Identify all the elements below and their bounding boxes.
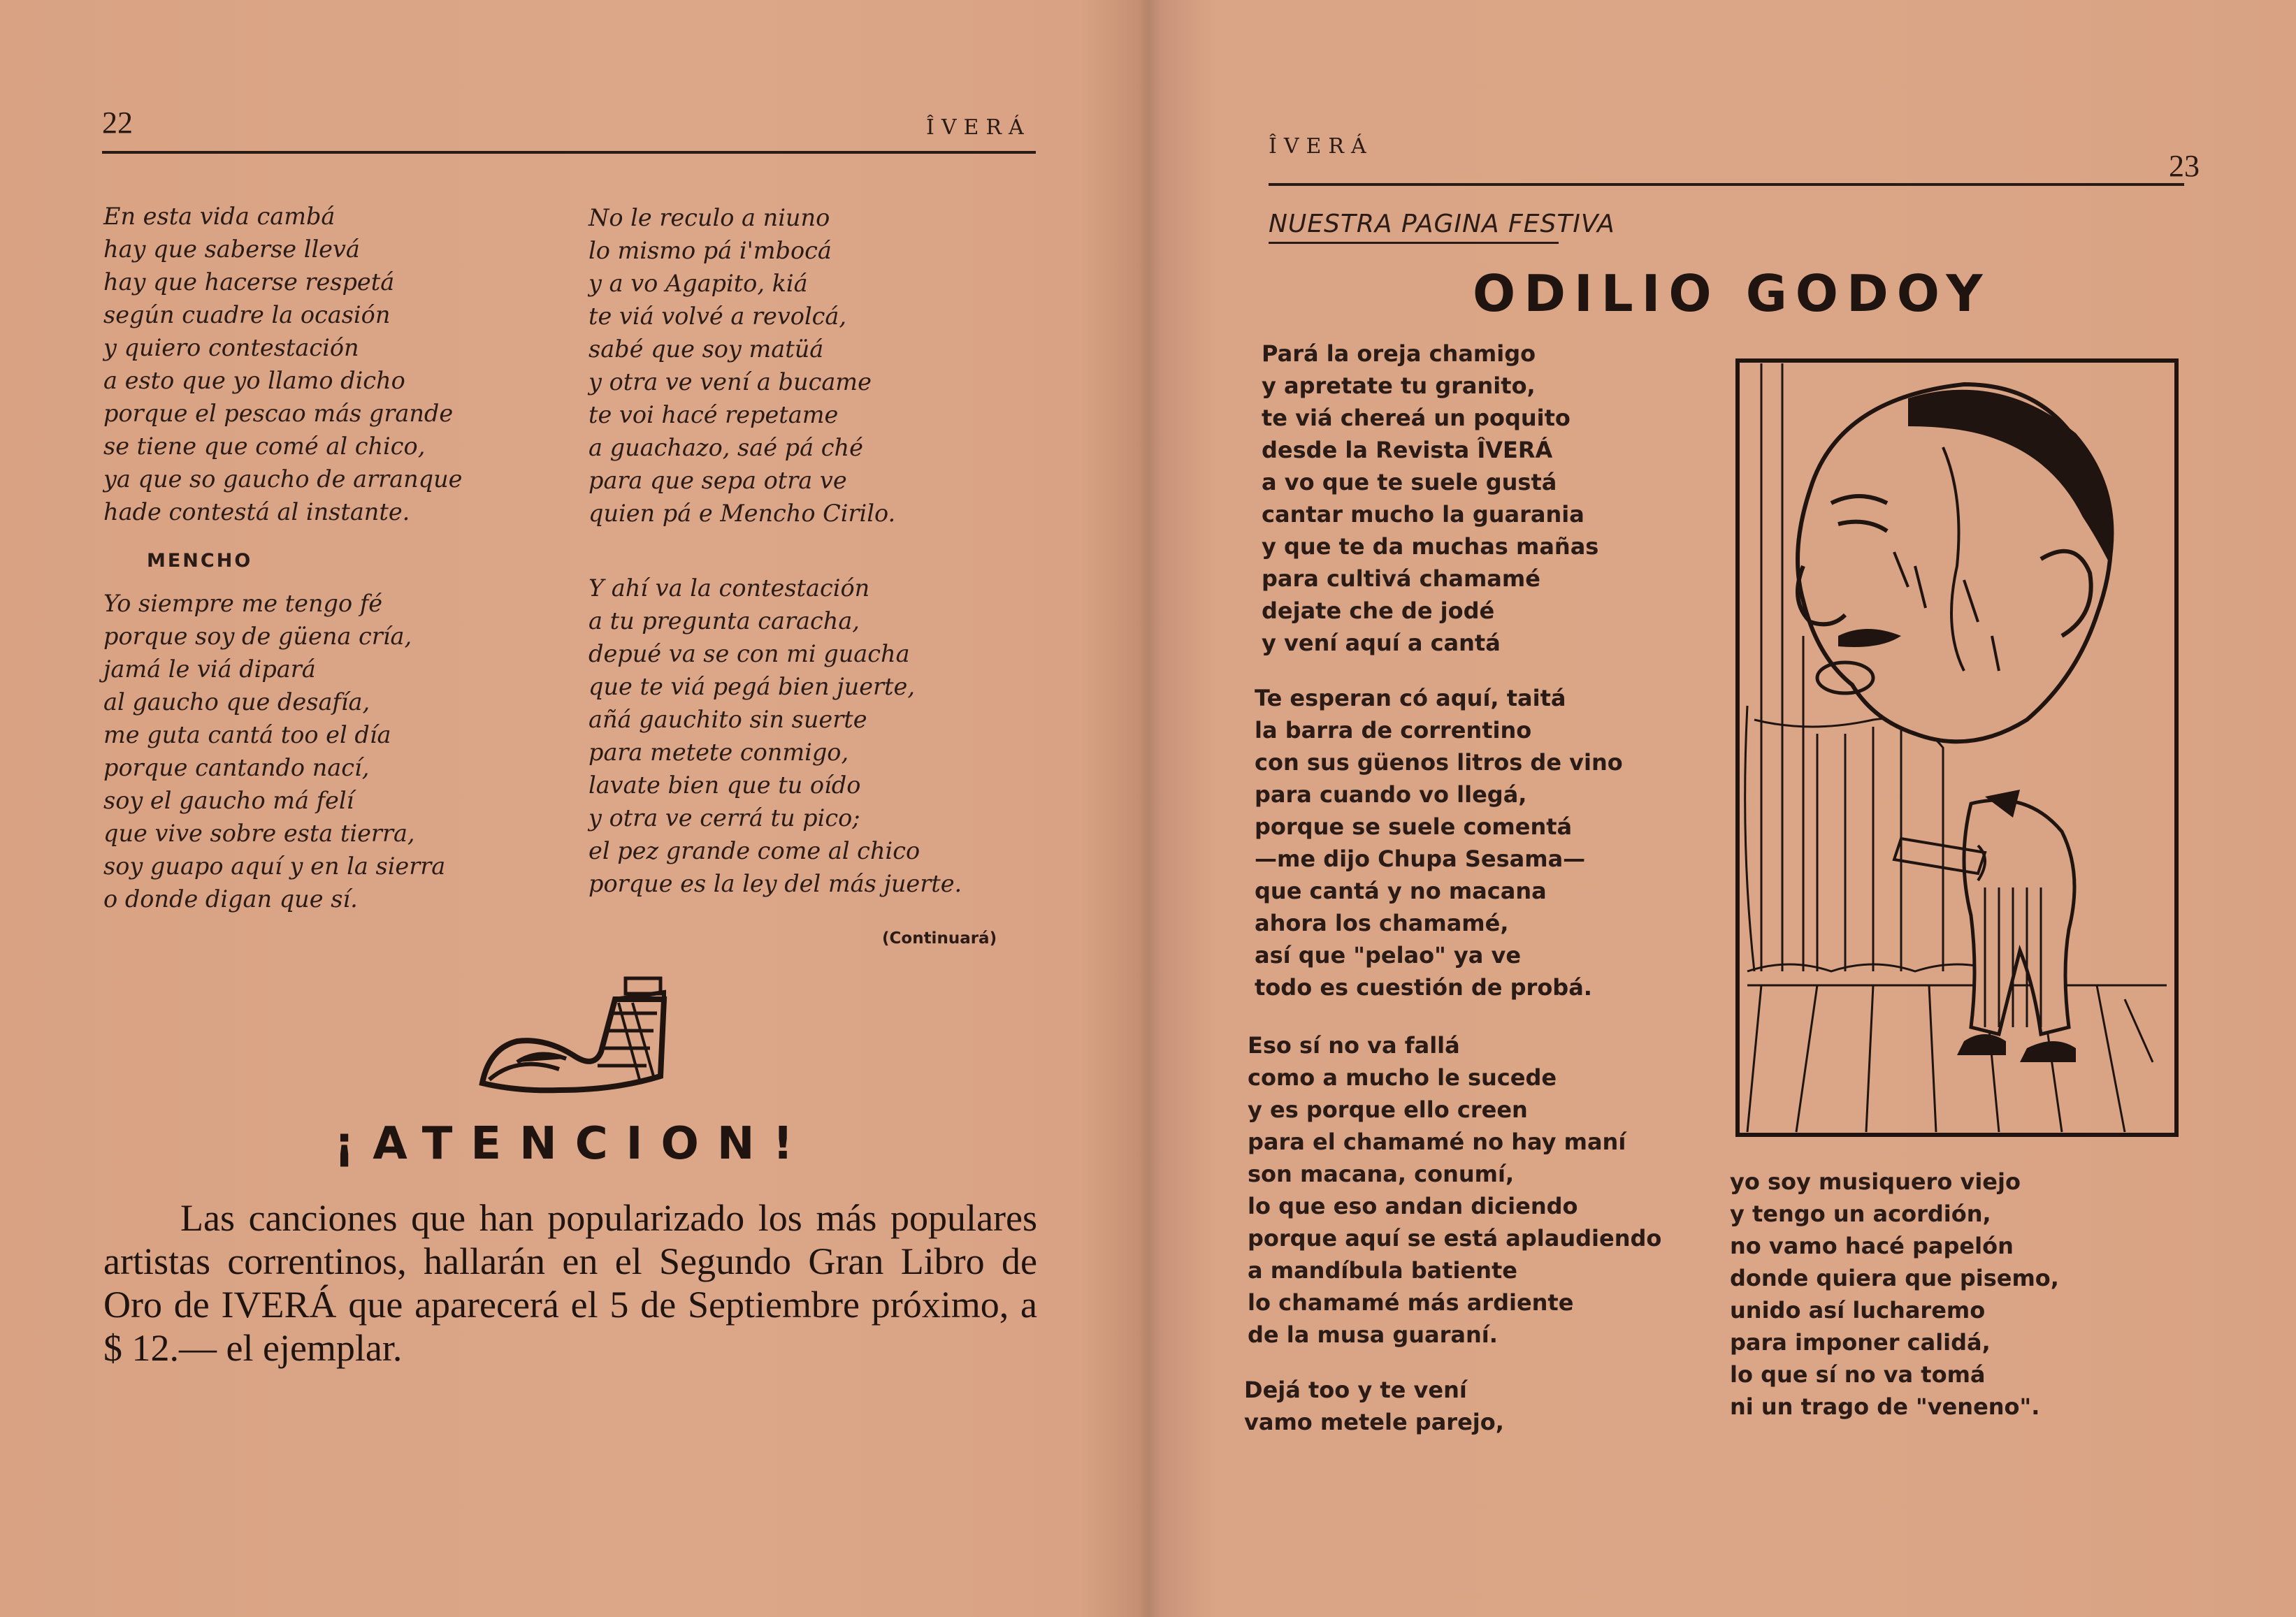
speaker-label: MENCHO	[147, 550, 253, 572]
header-rule	[1269, 183, 2184, 186]
verse-line: y quiero contestación	[103, 334, 359, 361]
verse-line: y vení aquí a cantá	[1262, 630, 1501, 656]
poem-title: ODILIO GODOY	[1473, 264, 1991, 323]
running-head: ÎVERÁ	[926, 115, 1031, 140]
verse-line: no vamo hacé papelón	[1730, 1233, 2014, 1259]
verse-line: se tiene que comé al chico,	[103, 433, 426, 460]
verse-line: y otra ve cerrá tu pico;	[589, 804, 860, 832]
verse-line: el pez grande come al chico	[589, 837, 920, 864]
poem-stanza-1	[1262, 338, 1598, 659]
verse-line: Pará la oreja chamigo	[1262, 340, 1536, 367]
poem-stanza-2	[1255, 682, 1623, 1003]
verse-line: ya que so gaucho de arranque	[103, 465, 463, 493]
verse-line: vamo metele parejo,	[1244, 1409, 1504, 1435]
verse-line: dejate che de jodé	[1262, 597, 1495, 624]
verse-line: de la musa guaraní.	[1248, 1321, 1498, 1348]
verse-line: lo que eso andan diciendo	[1248, 1193, 1578, 1219]
verse-line: Te esperan có aquí, taitá	[1255, 685, 1566, 711]
verse-line: que cantá y no macana	[1255, 878, 1547, 904]
verse-line: para cultivá chamamé	[1262, 565, 1540, 592]
verse-line: lavate bien que tu oído	[589, 771, 861, 799]
verse-line: Yo siempre me tengo fé	[103, 590, 383, 617]
verse-line: según cuadre la ocasión	[103, 301, 391, 328]
verse-line: En esta vida cambá	[103, 203, 335, 230]
verse-line: y es porque ello creen	[1248, 1096, 1528, 1123]
verse-line: a tu pregunta caracha,	[589, 607, 860, 635]
verse-line: a vo que te suele gustá	[1262, 469, 1557, 495]
verse-line: con sus güenos litros de vino	[1255, 749, 1623, 776]
verse-line: para que sepa otra ve	[589, 467, 847, 494]
verse-line: porque se suele comentá	[1255, 813, 1573, 840]
verse-line: que te viá pegá bien juerte,	[589, 673, 915, 700]
verse-line: hay que hacerse respetá	[103, 268, 395, 296]
page-number: 22	[102, 106, 133, 140]
verse-line: —me dijo Chupa Sesama—	[1255, 846, 1586, 872]
page-number: 23	[2169, 149, 2200, 183]
verse-line: jamá le viá dipará	[103, 655, 316, 683]
header-rule	[102, 151, 1036, 154]
verse-column-2-stanza-2	[589, 572, 962, 900]
ornament-vignette-icon	[475, 971, 678, 1097]
verse-line: No le reculo a niuno	[589, 204, 830, 231]
continuation-note: (Continuará)	[882, 929, 997, 948]
verse-line: Eso sí no va fallá	[1248, 1032, 1460, 1059]
verse-line: para imponer calidá,	[1730, 1329, 1991, 1356]
poem-stanza-3	[1248, 1029, 1661, 1351]
verse-line: lo chamamé más ardiente	[1248, 1289, 1574, 1316]
verse-line: cantar mucho la guarania	[1262, 501, 1584, 528]
left-page	[0, 0, 1146, 1617]
verse-line: te viá volvé a revolcá,	[589, 303, 847, 330]
verse-line: ahora los chamamé,	[1255, 910, 1509, 936]
poem-stanza-5	[1730, 1166, 2059, 1423]
notice-text: Las canciones que han popularizado los más populares artistas correntinos, hallarán en el Segundo Gran Libro de Oro de IVERÁ que aparecerá el 5 de Septiembre próximo, a $ 12.— el ejemplar.	[103, 1197, 1037, 1369]
verse-line: y otra ve vení a bucame	[589, 368, 872, 396]
verse-line: y apretate tu granito,	[1262, 372, 1536, 399]
poem-stanza-4	[1244, 1374, 1504, 1438]
verse-line: unido así lucharemo	[1730, 1297, 1986, 1324]
verse-line: todo es cuestión de probá.	[1255, 974, 1592, 1001]
verse-line: así que "pelao" ya ve	[1255, 942, 1522, 969]
verse-line: porque es la ley del más juerte.	[589, 870, 962, 897]
verse-line: para el chamamé no hay maní	[1248, 1129, 1626, 1155]
verse-line: porque cantando nací,	[103, 754, 370, 781]
verse-line: y a vo Agapito, kiá	[589, 270, 808, 297]
verse-line: hay que saberse llevá	[103, 235, 360, 263]
verse-line: Y ahí va la contestación	[589, 574, 870, 602]
verse-line: me guta cantá too el día	[103, 721, 391, 748]
caricature-illustration	[1733, 356, 2181, 1139]
verse-line: a guachazo, saé pá ché	[589, 434, 863, 461]
verse-line: yo soy musiquero viejo	[1730, 1168, 2021, 1195]
verse-line: porque soy de güena cría,	[103, 623, 412, 650]
verse-line: ni un trago de "veneno".	[1730, 1393, 2040, 1420]
verse-line: donde quiera que pisemo,	[1730, 1265, 2059, 1291]
verse-line: y tengo un acordión,	[1730, 1201, 1991, 1227]
verse-line: que vive sobre esta tierra,	[103, 820, 415, 847]
verse-column-1-stanza-1	[103, 200, 463, 528]
verse-column-2-stanza-1	[589, 201, 895, 530]
verse-line: a esto que yo llamo dicho	[103, 367, 405, 394]
verse-line: porque aquí se está aplaudiendo	[1248, 1225, 1662, 1252]
running-head: ÎVERÁ	[1269, 134, 1373, 159]
section-underline	[1269, 242, 1559, 244]
verse-line: quien pá e Mencho Cirilo.	[589, 500, 896, 527]
verse-line: depué va se con mi guacha	[589, 640, 910, 667]
section-title: NUESTRA PAGINA FESTIVA	[1269, 210, 1615, 238]
verse-line: te voi hacé repetame	[589, 401, 839, 428]
verse-line: porque el pescao más grande	[103, 400, 454, 427]
verse-line: o donde digan que sí.	[103, 885, 358, 913]
verse-column-1-stanza-2	[103, 587, 445, 915]
notice-heading: ¡ATENCION!	[334, 1118, 811, 1170]
verse-line: como a mucho le sucede	[1248, 1064, 1557, 1091]
verse-line: añá gauchito sin suerte	[589, 706, 867, 733]
verse-line: desde la Revista ÎVERÁ	[1262, 437, 1553, 463]
verse-line: lo que sí no va tomá	[1730, 1361, 1986, 1388]
right-page	[1150, 0, 2296, 1617]
verse-line: y que te da muchas mañas	[1262, 533, 1599, 560]
verse-line: Dejá too y te vení	[1244, 1377, 1467, 1403]
verse-line: te viá chereá un poquito	[1262, 405, 1571, 431]
verse-line: hade contestá al instante.	[103, 498, 410, 525]
verse-line: para cuando vo llegá,	[1255, 781, 1527, 808]
verse-line: soy guapo aquí y en la sierra	[103, 853, 446, 880]
verse-line: sabé que soy matüá	[589, 335, 824, 363]
verse-line: soy el gaucho má felí	[103, 787, 354, 814]
verse-line: lo mismo pá i'mbocá	[589, 237, 832, 264]
verse-line: la barra de correntino	[1255, 717, 1532, 744]
verse-line: son macana, conumí,	[1248, 1161, 1515, 1187]
verse-line: a mandíbula batiente	[1248, 1257, 1517, 1284]
verse-line: al gaucho que desafía,	[103, 688, 370, 716]
verse-line: para metete conmigo,	[589, 739, 849, 766]
